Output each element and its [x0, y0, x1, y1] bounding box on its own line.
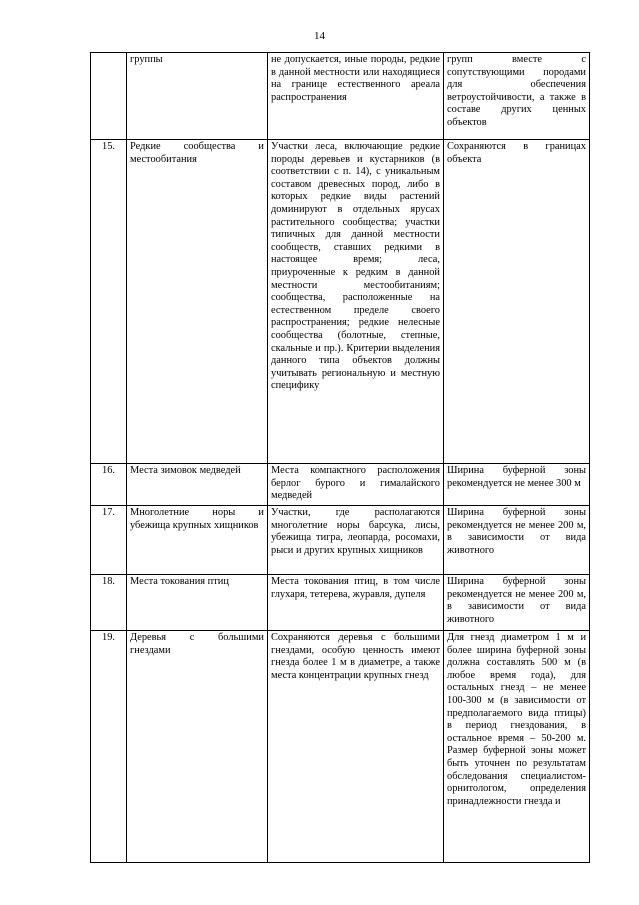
- protection-regime: Ширина буферной зоны рекомендуется не менее 200 м, в зависимости от вида животного: [444, 506, 590, 575]
- object-name: группы: [127, 53, 268, 140]
- object-name: Деревья с большими гнездами: [127, 631, 268, 863]
- object-name: Места зимовок медведей: [127, 464, 268, 506]
- object-description: Места компактного расположения берлог бурого и гималайского медведей: [268, 464, 444, 506]
- row-number: 19.: [91, 631, 127, 863]
- table-row: [91, 140, 590, 464]
- object-description: Участки леса, включающие редкие породы деревьев и кустарников (в соответствии с п. 14), с уникальным составом древесных пород, либо в которых редкие виды растений доминируют в отдельных ярусах растительного сообщества; участки типичных для данной местности сообществ, ставших редкими в настоящее время; леса, приуроченные к редким в данной местности местообитаниям; сообщества, расположенные на естественном пределе своего распространения; редкие нелесные сообщества (болотные, степные, скальные и пр.). Критерии выделения данного типа объектов должны учитывать региональную и местную специфику: [268, 140, 444, 464]
- protection-regime: Ширина буферной зоны рекомендуется не менее 200 м, в зависимости от вида животного: [444, 575, 590, 631]
- object-name: Места токования птиц: [127, 575, 268, 631]
- protection-regime: Сохраняются в границах объекта: [444, 140, 590, 464]
- object-description: Участки, где располагаются многолетние норы барсука, лисы, убежища тигра, леопарда, росомахи, рыси и других крупных хищников: [268, 506, 444, 575]
- protection-regime: Ширина буферной зоны рекомендуется не менее 300 м: [444, 464, 590, 506]
- row-number: 17.: [91, 506, 127, 575]
- table-row: [91, 506, 590, 575]
- table-row: [91, 464, 590, 506]
- object-name: Многолетние норы и убежища крупных хищников: [127, 506, 268, 575]
- object-name: Редкие сообщества и местообитания: [127, 140, 268, 464]
- page-number: 14: [314, 30, 325, 42]
- row-number: [91, 53, 127, 140]
- object-description: не допускается, иные породы, редкие в данной местности или находящиеся на границе естественного ареала распространения: [268, 53, 444, 140]
- table-row: [91, 631, 590, 863]
- protection-regime: групп вместе с сопутствующими породами для обеспечения ветроустойчивости, а также в составе других ценных объектов: [444, 53, 590, 140]
- row-number: 16.: [91, 464, 127, 506]
- objects-table: [90, 52, 590, 863]
- row-number: 15.: [91, 140, 127, 464]
- object-description: Сохраняются деревья с большими гнездами, особую ценность имеют гнезда более 1 м в диаметре, а также места концентрации крупных гнезд: [268, 631, 444, 863]
- protection-regime: Для гнезд диаметром 1 м и более ширина буферной зоны должна составлять 500 м (в любое время года), для остальных гнезд – не менее 100-300 м (в зависимости от предполагаемого вида птицы) в период гнездования, в остальное время – 50-200 м. Размер буферной зоны может быть уточнен по результатам обследования специалистом-орнитологом, определения принадлежности гнезда и: [444, 631, 590, 863]
- table-row: [91, 575, 590, 631]
- row-number: 18.: [91, 575, 127, 631]
- object-description: Места токования птиц, в том числе глухаря, тетерева, журавля, дупеля: [268, 575, 444, 631]
- table-row: [91, 53, 590, 140]
